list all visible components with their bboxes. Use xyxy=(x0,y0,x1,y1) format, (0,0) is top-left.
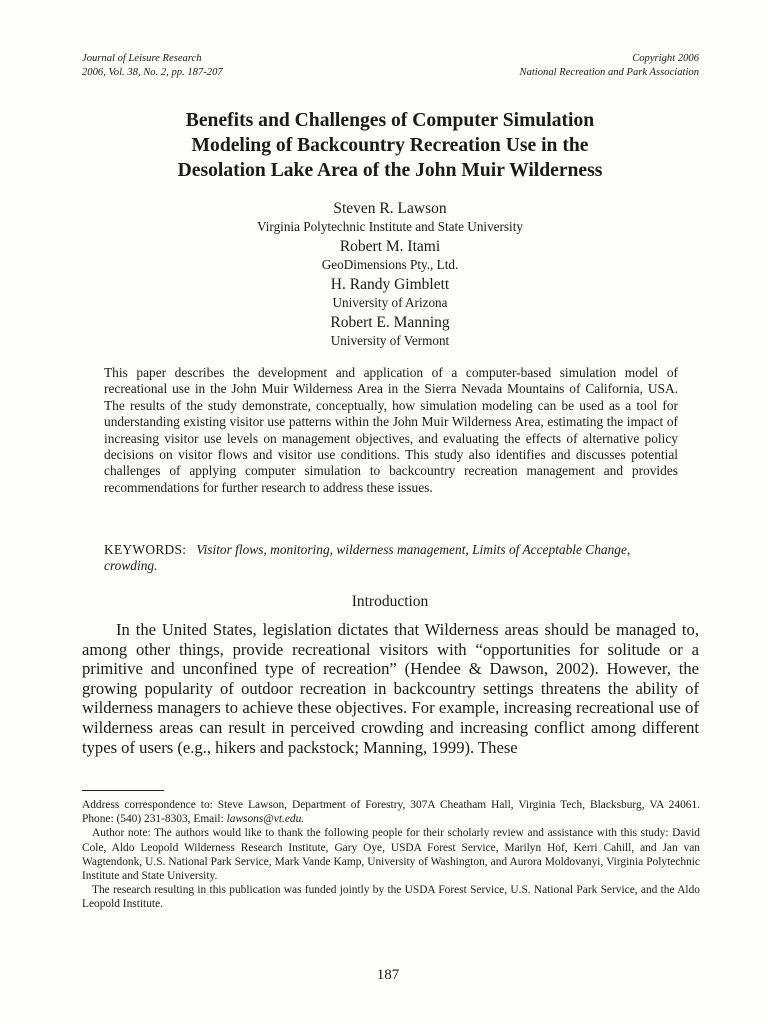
author-name: H. Randy Gimblett xyxy=(330,276,450,293)
copyright-year: Copyright 2006 xyxy=(632,53,699,64)
body-paragraph: In the United States, legislation dictates that Wilderness areas should be managed to, among other things, provide recreational visitors with “opportunities for solitude or a primitive and unconfined type of recreation” (Hendee & Dawson, 2002). However, the growing popularity of outdoor recreation in backcountry settings threatens the ability of wilderness managers to achieve these objectives. For example, increasing recreational use of wilderness areas can result in perceived crowding and increasing conflict among different types of users (e.g., hikers and packstock; Manning, 1999). These xyxy=(82,620,699,757)
journal-volume: 2006, Vol. 38, No. 2, pp. 187-207 xyxy=(82,67,223,78)
section-heading: Introduction xyxy=(351,593,429,610)
keywords-list: Visitor flows, monitoring, wilderness management, Limits of Acceptable Change, crowding. xyxy=(104,542,631,574)
title-line: Benefits and Challenges of Computer Simulation xyxy=(185,110,595,131)
journal-name: Journal of Leisure Research xyxy=(82,53,202,64)
footnotes xyxy=(82,798,700,912)
copyright-notice xyxy=(520,52,700,80)
author-name: Steven R. Lawson xyxy=(333,200,447,217)
author-affiliation: GeoDimensions Pty., Ltd. xyxy=(321,257,459,272)
author-affiliation: Virginia Polytechnic Institute and State University xyxy=(257,219,523,234)
introduction-body xyxy=(82,620,699,757)
author-name: Robert M. Itami xyxy=(339,238,441,255)
journal-citation xyxy=(82,52,223,80)
author-affiliation: University of Arizona xyxy=(332,295,448,310)
author-affiliation: University of Vermont xyxy=(330,333,450,348)
keywords-label: KEYWORDS: xyxy=(104,542,187,557)
abstract xyxy=(104,365,678,496)
correspondence-note xyxy=(82,798,700,826)
correspondence-email: lawsons@vt.edu. xyxy=(226,813,305,826)
author-list xyxy=(60,199,720,351)
footnote-divider xyxy=(82,790,164,791)
title-line: Desolation Lake Area of the John Muir Wilderness xyxy=(177,160,603,181)
paper-title xyxy=(60,108,720,183)
title-line: Modeling of Backcountry Recreation Use in the xyxy=(191,135,589,156)
author-name: Robert E. Manning xyxy=(330,314,450,331)
keywords xyxy=(104,542,680,575)
page-number: 187 xyxy=(376,967,400,983)
author-note: Author note: The authors would like to thank the following people for their scholarly review and assistance with this study: David Cole, Aldo Leopold Wilderness Research Institute, Gary Oye, USDA Forest Service, Marilyn Hof, Kerri Cahill, and Jan van Wagtendonk, U.S. National Park Service, Mark Vande Kamp, University of Washington, and Aurora Moldovanyi, Virginia Polytechnic Institute and State University. xyxy=(82,827,700,883)
funding-note: The research resulting in this publication was funded jointly by the USDA Forest Service, U.S. National Park Service, and the Aldo Leopold Institute. xyxy=(82,884,700,911)
copyright-holder: National Recreation and Park Association xyxy=(519,67,699,78)
correspondence-text: Address correspondence to: Steve Lawson, Department of Forestry, 307A Cheatham Hall, Virginia Tech, Blacksburg, VA 24061. Phone: (540) 231-8303, Email: xyxy=(82,799,700,826)
abstract-text: This paper describes the development and application of a computer-based simulation model of recreational use in the John Muir Wilderness Area in the Sierra Nevada Mountains of California, USA. The results of the study demonstrate, conceptually, how simulation modeling can be used as a tool for understanding existing visitor use patterns within the John Muir Wilderness Area, estimating the impact of increasing visitor use levels on management objectives, and evaluating the effects of alternative policy decisions on visitor flows and visitor use conditions. This study also identifies and discusses potential challenges of applying computer simulation to backcountry recreation management and provides recommendations for further research to address these issues. xyxy=(104,365,678,495)
